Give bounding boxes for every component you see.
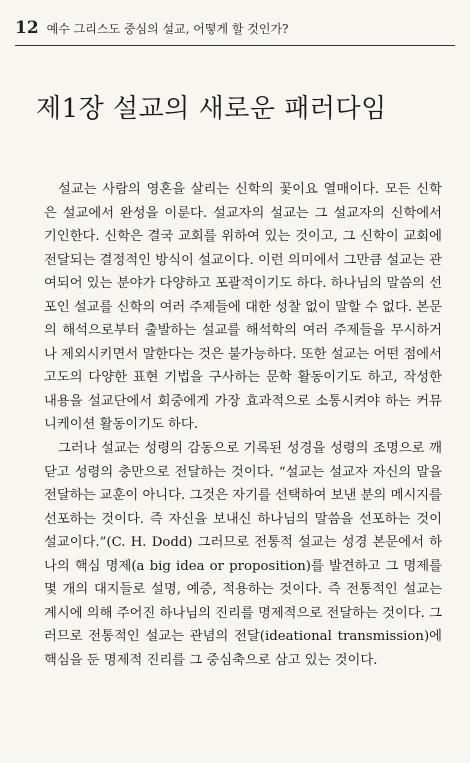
body-text bbox=[44, 178, 442, 672]
running-title: 예수 그리스도 중심의 설교, 어떻게 할 것인가? bbox=[46, 22, 289, 36]
header-rule bbox=[15, 45, 455, 46]
running-header bbox=[15, 18, 455, 38]
page-number: 12 bbox=[15, 18, 39, 38]
paragraph-2: 그러나 설교는 성령의 감동으로 기록된 성경을 성령의 조명으로 깨닫고 성령의 충만으로 전달하는 것이다. “설교는 설교자 자신의 말을 전달하는 교훈이 아니다. 그것은 자기를 선택하여 보낸 분의 메시지를 선포하는 것이다. 즉 자신을 보내신 하나님의 말씀을 선포하는 것이 설교이다.”(C. H. Dodd) 그러므로 전통적 설교는 성경 본문에서 하나의 핵심 명제(a big idea or proposition)를 발견하고 그 명제를 몇 개의 대지들로 설명, 예증, 적용하는 것이다. 즉 전통적인 설교는 계시에 의해 주어진 하나님의 진리를 명제적으로 전달하는 것이다. 그러므로 전통적인 설교는 관념의 전달(ideational transmission)에 핵심을 둔 명제적 진리를 그 중심축으로 삼고 있는 것이다. bbox=[44, 441, 442, 668]
chapter-title: 제1장 설교의 새로운 패러다임 bbox=[36, 94, 387, 124]
paragraph-1: 설교는 사람의 영혼을 살리는 신학의 꽃이요 열매이다. 모든 신학은 설교에서 완성을 이룬다. 설교자의 설교는 그 설교자의 신학에서 기인한다. 신학은 결국 교회를 위하여 있는 것이고, 그 신학이 교회에 전달되는 결정적인 방식이 설교이다. 이런 의미에서 그만큼 설교는 관여되어 있는 분야가 다양하고 포괄적이기도 하다. 하나님의 말씀의 선포인 설교를 신학의 여러 주제들에 대한 성찰 없이 말할 수 없다. 본문의 해석으로부터 출발하는 설교를 해석학의 여러 주제들을 무시하거나 제외시키면서 말한다는 것은 불가능하다. 또한 설교는 어떤 점에서 고도의 다양한 표현 기법을 구사하는 문학 활동이기도 하고, 작성한 내용을 설교단에서 회중에게 가장 효과적으로 소통시켜야 하는 커뮤니케이션 활동이기도 하다. bbox=[44, 182, 442, 433]
